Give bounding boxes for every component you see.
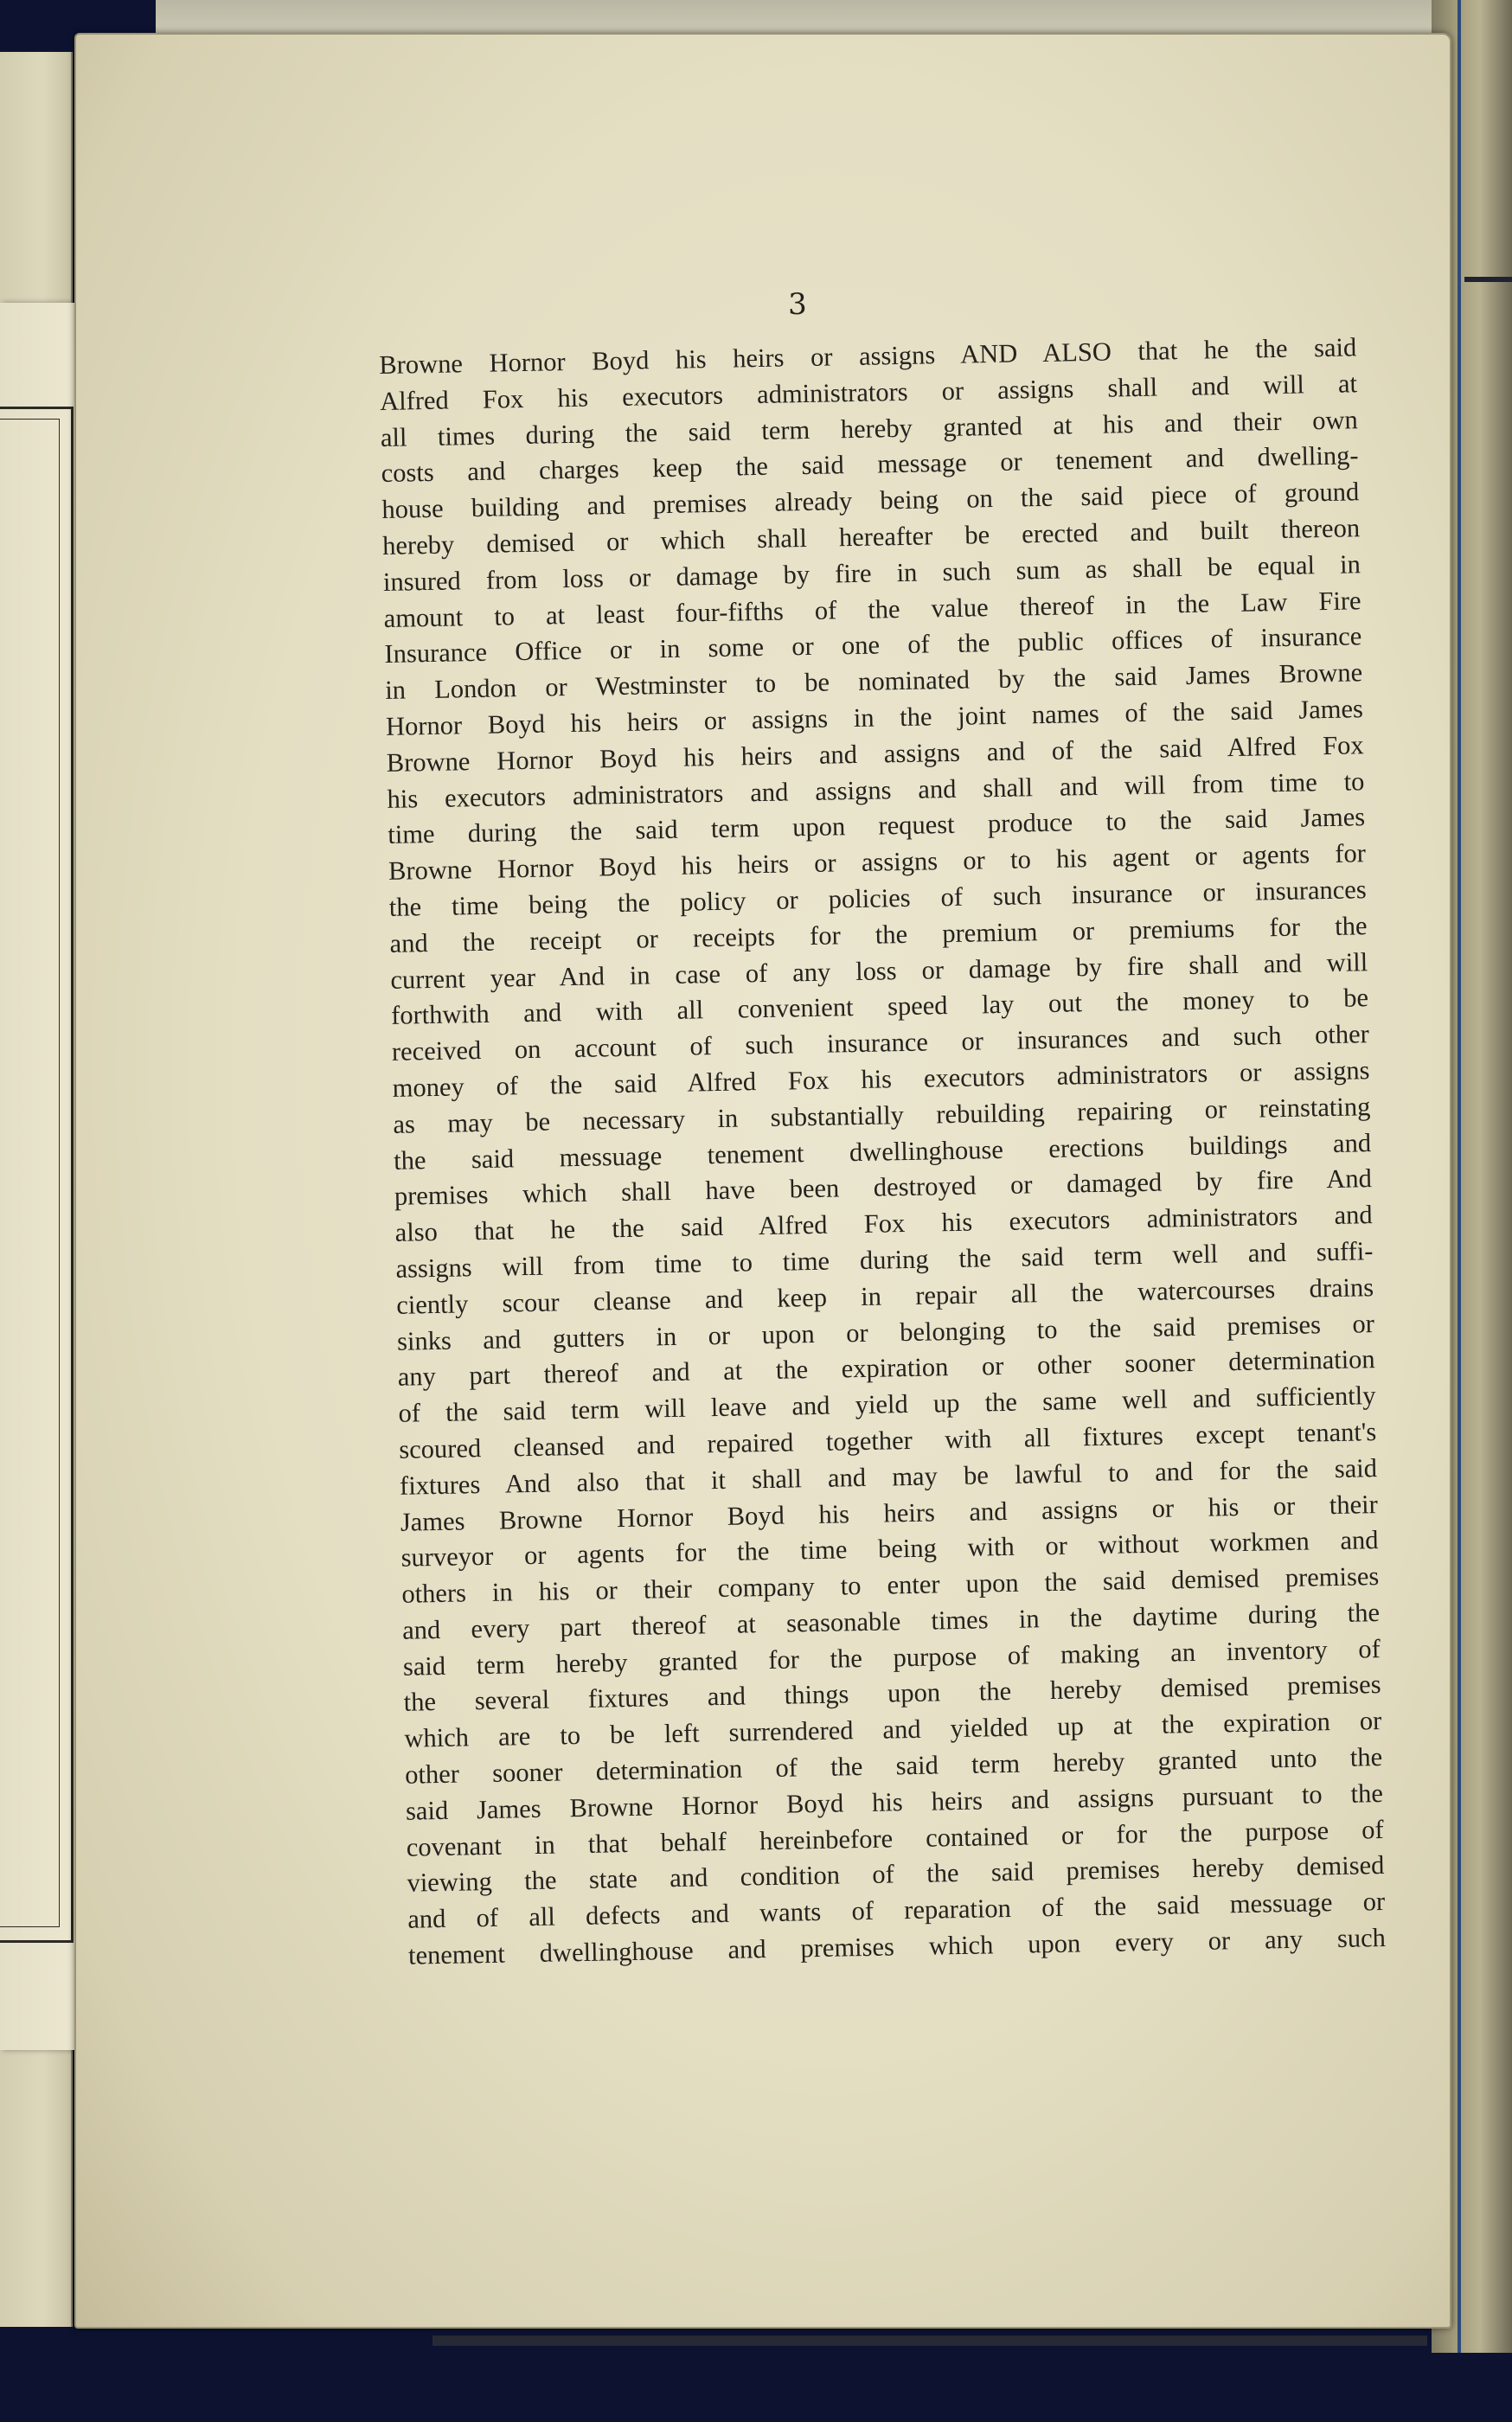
- text-line: house building and premises already being on the said piece of ground: [381, 477, 1360, 525]
- text-line: sinks and gutters in or upon or belonging to the said premises or: [396, 1308, 1375, 1356]
- text-line: Browne Hornor Boyd his heirs or assigns AND ALSO that he the said: [379, 332, 1357, 380]
- text-line: other sooner determination of the said term hereby granted unto the: [404, 1742, 1383, 1790]
- text-line: said term hereby granted for the purpose of making an inventory of: [402, 1633, 1381, 1682]
- body-text: [379, 330, 1386, 1974]
- text-line: and every part thereof at seasonable times in the daytime during the: [401, 1597, 1381, 1645]
- sheet-border-inner: [0, 419, 60, 1927]
- text-line: received on account of such insurance or insurances and such other: [391, 1019, 1370, 1067]
- text-line: and of all defects and wants of reparation of the said messuage or: [407, 1887, 1386, 1934]
- text-line: any part thereof and at the expiration or other sooner determination: [397, 1344, 1375, 1393]
- text-line: money of the said Alfred Fox his executors administrators or assigns: [392, 1055, 1370, 1103]
- text-line: Browne Hornor Boyd his heirs and assigns and of the said Alfred Fox: [386, 729, 1364, 778]
- text-line: also that he the said Alfred Fox his executors administrators and: [394, 1200, 1373, 1247]
- text-line: tenement dwellinghouse and premises which upon every or any such: [407, 1923, 1387, 1970]
- text-line: insured from loss or damage by fire in such sum as shall be equal in: [382, 549, 1361, 597]
- text-line: amount to at least four-fifths of the value thereof in the Law Fire: [383, 585, 1361, 633]
- text-line: the time being the policy or policies of such insurance or insurances: [388, 875, 1367, 922]
- text-line: ciently scour cleanse and keep in repair all the watercourses drains: [395, 1272, 1374, 1320]
- text-line: Alfred Fox his executors administrators or assigns shall and will at: [379, 368, 1358, 416]
- right-edge-tab: [1464, 277, 1512, 282]
- text-line: said James Browne Hornor Boyd his heirs and assigns pursuant to the: [405, 1778, 1384, 1826]
- text-line: scoured cleansed and repaired together with all fixtures except tenant's: [399, 1416, 1377, 1464]
- text-line: which are to be left surrendered and yielded up at the expiration or: [404, 1706, 1382, 1754]
- text-line: of the said term will leave and yield up the same well and sufficiently: [398, 1381, 1376, 1428]
- text-line: premises which shall have been destroyed or damaged by fire And: [394, 1163, 1373, 1212]
- text-line: covenant in that behalf hereinbefore contained or for the purpose of: [406, 1814, 1384, 1862]
- text-line: time during the said term upon request produce to the said James: [388, 802, 1366, 850]
- text-line: and the receipt or receipts for the premium or premiums for the: [389, 910, 1368, 958]
- text-line: Browne Hornor Boyd his heirs or assigns or to his agent or agents for: [388, 838, 1367, 887]
- text-line: forthwith and with all convenient speed lay out the money to be: [390, 983, 1369, 1031]
- right-edge-blue-rule: [1458, 0, 1461, 2353]
- bottom-book-edge: [432, 2336, 1427, 2346]
- text-line: surveyor or agents for the time being with or without workmen and: [400, 1525, 1379, 1573]
- text-line: as may be necessary in substantially rebuilding repairing or reinstating: [393, 1091, 1371, 1139]
- text-line: current year And in case of any loss or damage by fire shall and will: [390, 946, 1368, 995]
- text-line: in London or Westminster to be nominated by the said James Browne: [384, 657, 1363, 706]
- document-page: [74, 33, 1451, 2329]
- text-line: Hornor Boyd his heirs or assigns in the joint names of the said James: [385, 694, 1364, 741]
- page-number: 3: [788, 287, 807, 322]
- text-line: all times during the said term hereby granted at his and their own: [380, 404, 1359, 452]
- text-line: assigns will from time to time during the said term well and suffi-: [395, 1236, 1374, 1284]
- text-line: Insurance Office or in some or one of the public offices of insurance: [384, 621, 1362, 670]
- text-line: others in his or their company to enter upon the said demised premises: [401, 1561, 1380, 1609]
- text-line: viewing the state and condition of the said premises hereby demised: [407, 1850, 1385, 1899]
- text-line: James Browne Hornor Boyd his heirs and assigns or his or their: [400, 1489, 1378, 1537]
- text-line: the said messuage tenement dwellinghouse erections buildings and: [393, 1127, 1372, 1176]
- text-line: costs and charges keep the said message or tenement and dwelling-: [381, 440, 1359, 489]
- text-line: hereby demised or which shall hereafter be erected and built thereon: [381, 513, 1361, 561]
- text-line: the several fixtures and things upon the hereby demised premises: [403, 1669, 1381, 1718]
- text-line: his executors administrators and assigns and shall and will from time to: [387, 766, 1365, 814]
- text-line: fixtures And also that it shall and may be lawful to and for the said: [399, 1452, 1378, 1501]
